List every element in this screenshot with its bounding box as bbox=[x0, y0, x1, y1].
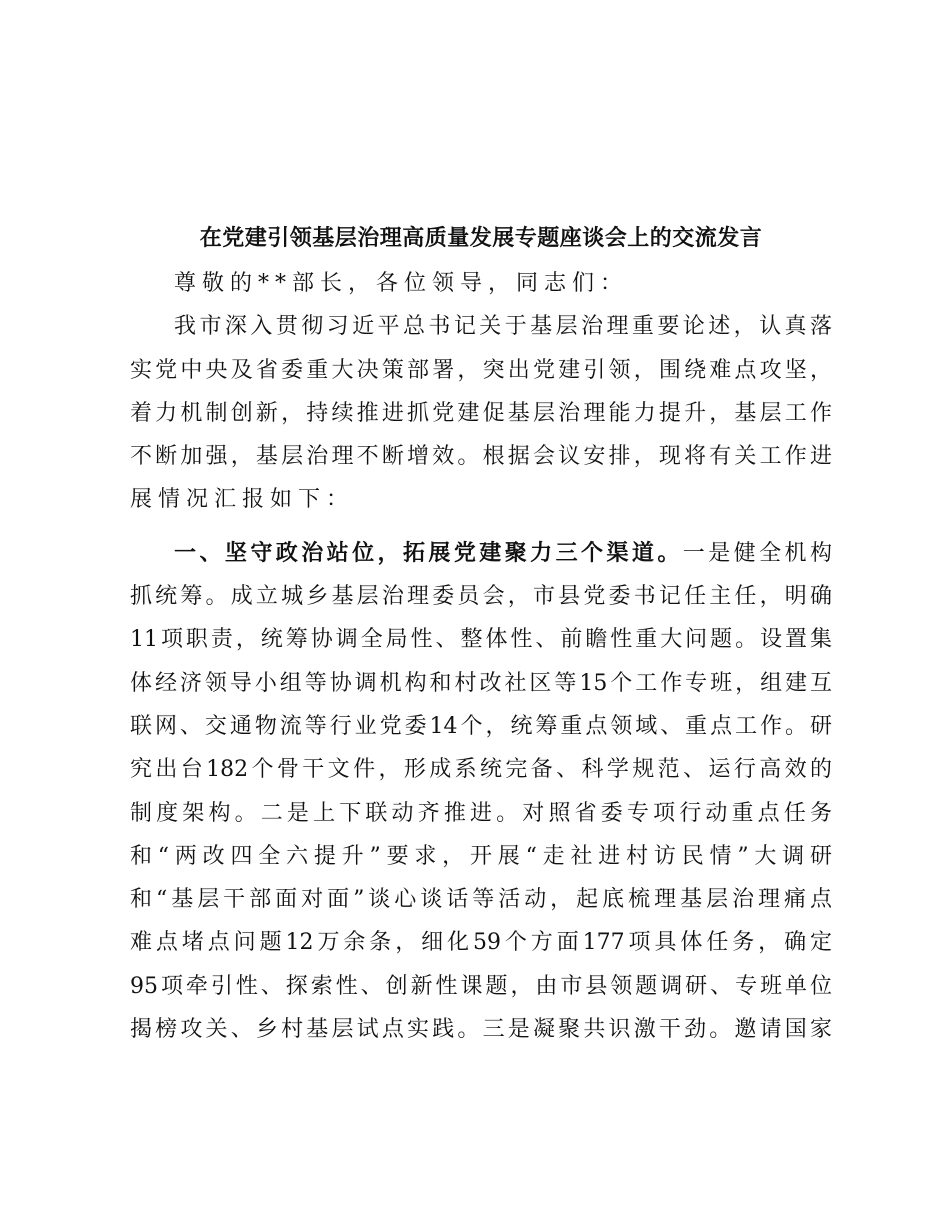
document-title: 在党建引领基层治理高质量发展专题座谈会上的交流发言 bbox=[199, 225, 763, 251]
paragraph-line: 揭榜攻关、乡村基层试点实践。三是凝聚共识激干劲。邀请国家 bbox=[130, 1017, 832, 1043]
paragraph-text: 一是健全机构 bbox=[682, 540, 832, 566]
intro-paragraph bbox=[130, 305, 832, 521]
paragraph-line bbox=[130, 532, 832, 575]
paragraph-line: 展情况汇报如下： bbox=[130, 487, 355, 513]
paragraph-line: 难点堵点问题12万余条，细化59个方面177项具体任务，确定 bbox=[130, 930, 832, 956]
paragraph-line: 11项职责，统筹协调全局性、整体性、前瞻性重大问题。设置集 bbox=[130, 627, 832, 653]
paragraph-line: 体经济领导小组等协调机构和村改社区等15个工作专班，组建互 bbox=[130, 670, 832, 696]
paragraph-line: 着力机制创新，持续推进抓党建促基层治理能力提升，基层工作 bbox=[130, 400, 832, 426]
paragraph-line: 实党中央及省委重大决策部署，突出党建引领，围绕难点攻坚， bbox=[130, 357, 832, 383]
paragraph-line: 究出台182个骨干文件，形成系统完备、科学规范、运行高效的 bbox=[130, 757, 832, 783]
paragraph-line: 和“两改四全六提升”要求，开展“走社进村访民情”大调研 bbox=[130, 843, 832, 869]
paragraph-line: 抓统筹。成立城乡基层治理委员会，市县党委书记任主任，明确 bbox=[130, 584, 832, 610]
paragraph-line: 和“基层干部面对面”谈心谈话等活动，起底梳理基层治理痛点 bbox=[130, 887, 832, 913]
paragraph-line: 联网、交通物流等行业党委14个，统筹重点领域、重点工作。研 bbox=[130, 713, 832, 739]
paragraph-line: 95项牵引性、探索性、创新性课题，由市县领题调研、专班单位 bbox=[130, 973, 832, 999]
section-1-paragraph bbox=[130, 532, 832, 1052]
paragraph-line: 不断加强，基层治理不断增效。根据会议安排，现将有关工作进 bbox=[130, 444, 832, 470]
section-heading: 一、坚守政治站位，拓展党建聚力三个渠道。 bbox=[174, 540, 683, 566]
paragraph-line: 制度架构。二是上下联动齐推进。对照省委专项行动重点任务 bbox=[130, 800, 832, 826]
paragraph-line: 我市深入贯彻习近平总书记关于基层治理重要论述，认真落 bbox=[174, 314, 832, 340]
document-body bbox=[130, 262, 832, 1051]
salutation: 尊敬的**部长，各位领导，同志们： bbox=[174, 271, 629, 296]
